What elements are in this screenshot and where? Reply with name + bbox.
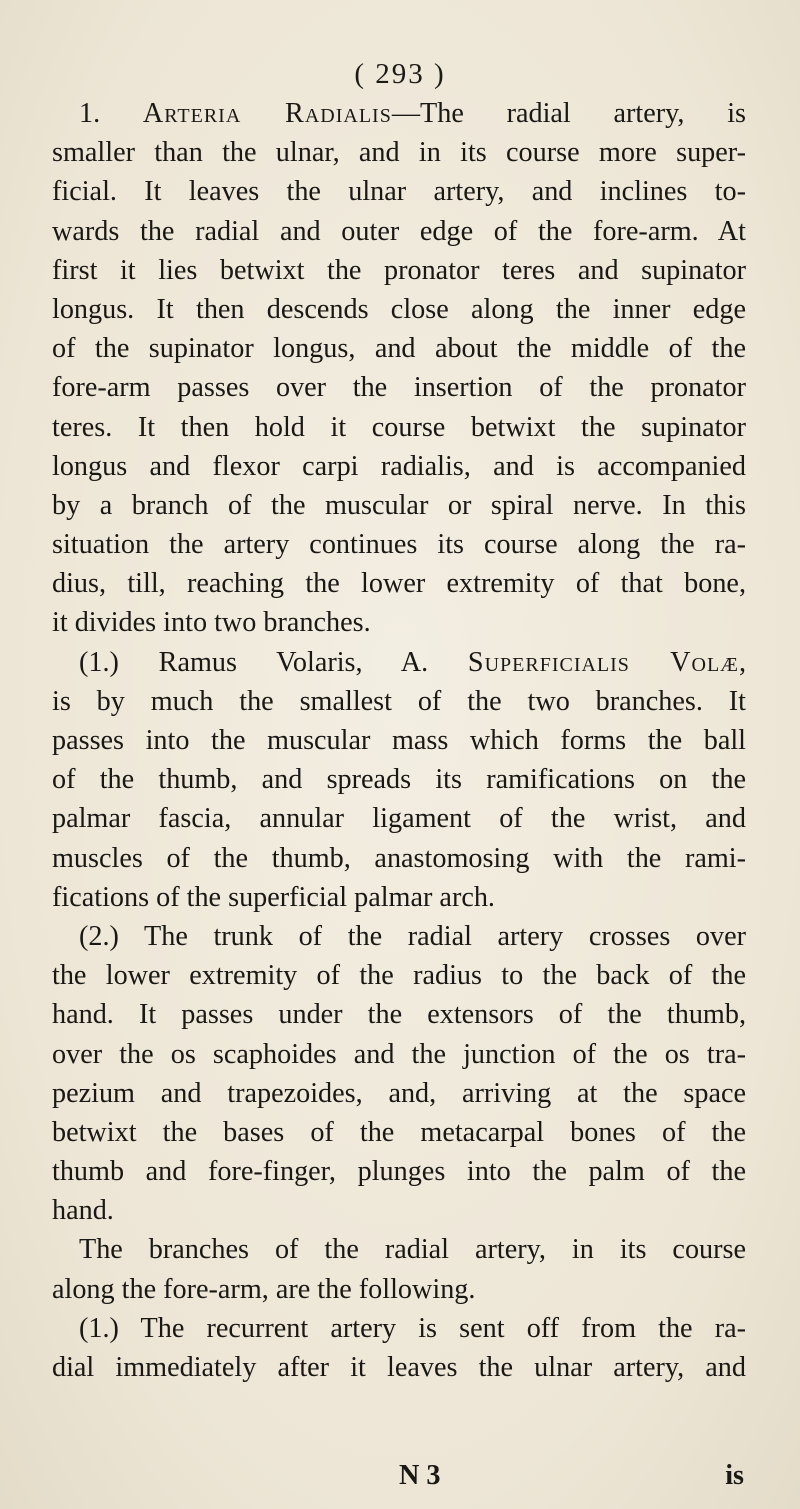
text-run: (2.) The trunk of the radial artery crosses over: [79, 920, 746, 952]
text-line: [52, 251, 746, 290]
text-run: pezium and trapezoides, and, arriving at the space: [52, 1077, 746, 1109]
text-line: [52, 525, 746, 564]
text-run: over the os scaphoides and the junction of the os tra-: [52, 1038, 746, 1070]
text-line: [52, 1230, 746, 1269]
text-line: [52, 212, 746, 251]
text-run: 1.: [79, 98, 143, 129]
text-line: [52, 1309, 746, 1348]
text-run: teres. It then hold it course betwixt the supinator: [52, 411, 746, 443]
text-line: [52, 760, 746, 799]
text-run: fications of the superficial palmar arch.: [52, 881, 495, 913]
text-run: ,: [738, 646, 746, 678]
text-line: [52, 917, 746, 956]
text-line: [52, 486, 746, 525]
text-run: palmar fascia, annular ligament of the wrist, and: [52, 803, 746, 835]
small-caps-heading: Arteria Radialis: [142, 98, 392, 129]
text-run: The branches of the radial artery, in its course: [79, 1234, 746, 1266]
text-run: is by much the smallest of the two branches. It: [52, 685, 746, 717]
text-run: fore-arm passes over the insertion of the pronator: [52, 372, 746, 404]
text-line: [52, 133, 746, 172]
text-line: [52, 329, 746, 368]
text-run: passes into the muscular mass which forms the ball: [52, 725, 746, 756]
text-run: by a branch of the muscular or spiral nerve. In this: [52, 489, 746, 521]
catchword: is: [725, 1460, 744, 1491]
body-text: [52, 94, 746, 1387]
text-line: [52, 643, 746, 682]
text-line: [52, 1113, 746, 1152]
text-line: [52, 603, 746, 642]
text-line: [52, 1152, 746, 1191]
text-run: wards the radial and outer edge of the fore-arm. At: [52, 215, 746, 247]
text-run: of the supinator longus, and about the middle of the: [52, 333, 746, 365]
text-run: dial immediately after it leaves the ulnar artery, and: [52, 1352, 746, 1383]
text-line: [52, 564, 746, 603]
text-run: thumb and fore-finger, plunges into the palm of the: [52, 1156, 746, 1188]
text-run: muscles of the thumb, anastomosing with the rami-: [52, 842, 746, 874]
text-line: [52, 682, 746, 721]
text-line: [52, 1191, 746, 1230]
text-line: [52, 408, 746, 447]
text-run: longus and flexor carpi radialis, and is accompanied: [52, 450, 746, 482]
text-run: along the fore-arm, are the following.: [52, 1273, 476, 1305]
text-run: longus. It then descends close along the inner edge: [52, 293, 746, 325]
page-number: ( 293 ): [354, 58, 446, 90]
text-run: it divides into two branches.: [52, 607, 371, 639]
text-run: hand.: [52, 1195, 114, 1227]
text-run: the lower extremity of the radius to the back of the: [52, 960, 746, 992]
text-run: smaller than the ulnar, and in its course more super-: [52, 137, 746, 169]
text-line: [52, 956, 746, 995]
text-line: [52, 94, 746, 133]
text-run: situation the artery continues its course along the ra-: [52, 529, 746, 561]
text-line: [52, 995, 746, 1034]
text-line: [52, 721, 746, 760]
text-run: hand. It passes under the extensors of the thumb,: [52, 999, 746, 1031]
text-line: [52, 172, 746, 211]
small-caps-heading: Superficialis Volæ: [467, 646, 739, 678]
text-line: [52, 839, 746, 878]
text-run: dius, till, reaching the lower extremity of that bone,: [52, 568, 746, 600]
signature-mark: N 3: [399, 1460, 441, 1491]
text-run: —The radial artery, is: [391, 98, 746, 129]
text-line: [52, 1348, 746, 1387]
text-line: [52, 447, 746, 486]
text-run: betwixt the bases of the metacarpal bones of the: [52, 1116, 746, 1148]
text-line: [52, 290, 746, 329]
text-line: [52, 1074, 746, 1113]
text-line: [52, 368, 746, 407]
footer-line: [52, 1460, 746, 1499]
text-line: [52, 799, 746, 838]
text-run: first it lies betwixt the pronator teres and supinator: [52, 254, 746, 286]
text-run: (1.) Ramus Volaris, A.: [79, 646, 468, 678]
text-line: [52, 1270, 746, 1309]
text-run: (1.) The recurrent artery is sent off from the ra-: [79, 1312, 746, 1344]
text-line: [52, 878, 746, 917]
text-run: of the thumb, and spreads its ramifications on the: [52, 764, 746, 796]
text-line: [52, 1035, 746, 1074]
text-run: ficial. It leaves the ulnar artery, and inclines to-: [52, 176, 746, 208]
